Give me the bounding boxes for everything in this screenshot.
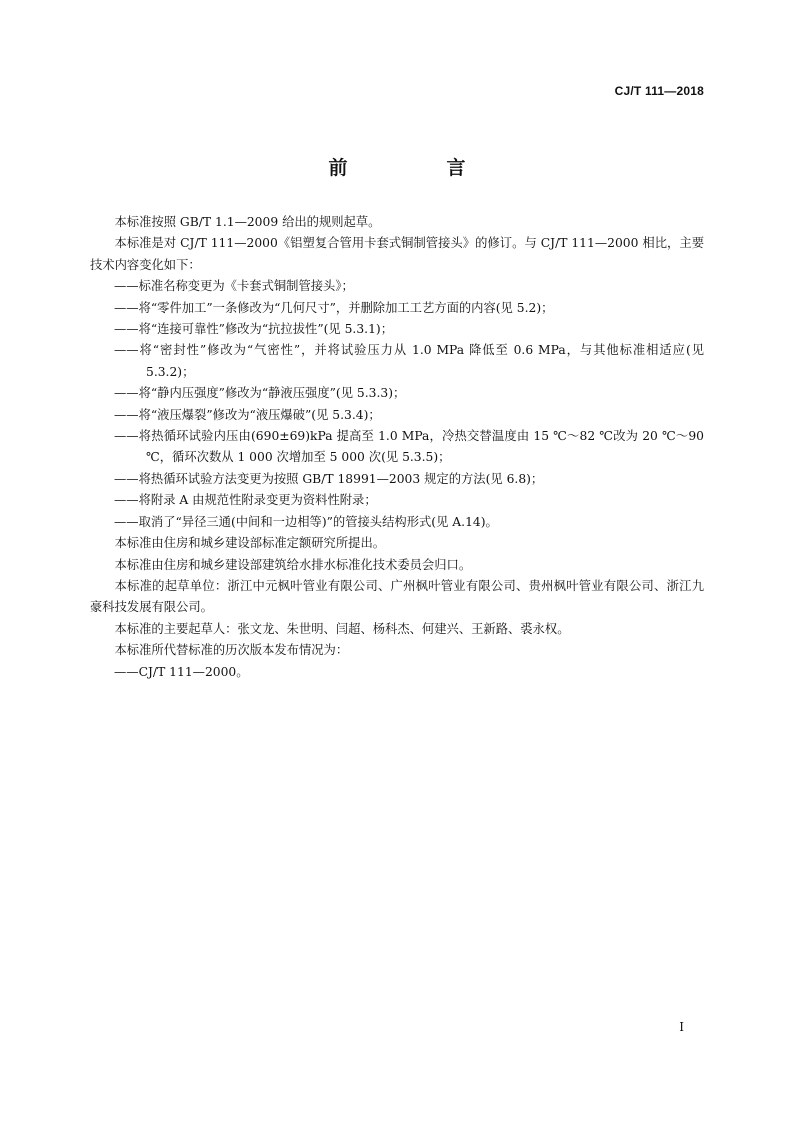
change-item: ——将附录 A 由规范性附录变更为资料性附录； bbox=[114, 493, 377, 508]
change-item: ——将“密封性”修改为“气密性”，并将试验压力从 1.0 MPa 降低至 0.6 MPa，与其他标准相适应(见 5.3.2)； bbox=[114, 343, 704, 379]
change-item: ——将“静内压强度”修改为“静液压强度”(见 5.3.3)； bbox=[114, 386, 406, 401]
paragraph: 本标准是对 CJ/T 111—2000《铝塑复合管用卡套式铜制管接头》的修订。与 CJ/T 111—2000 相比，主要技术内容变化如下： bbox=[90, 236, 704, 272]
change-item: ——将“连接可靠性”修改为“抗拉拔性”(见 5.3.1)； bbox=[114, 322, 393, 337]
page-number: I bbox=[679, 1020, 684, 1034]
change-item: ——标准名称变更为《卡套式铜制管接头》； bbox=[114, 279, 354, 294]
paragraph: 本标准按照 GB/T 1.1—2009 给出的规则起草。 bbox=[114, 215, 381, 229]
paragraph: 本标准所代替标准的历次版本发布情况为： bbox=[114, 643, 349, 658]
history-item: ——CJ/T 111—2000。 bbox=[114, 664, 249, 679]
paragraph: 本标准由住房和城乡建设部标准定额研究所提出。 bbox=[114, 536, 386, 551]
change-item: ——将热循环试验内压由(690±69)kPa 提高至 1.0 MPa，冷热交替温度由 15 ℃～82 ℃改为 20 ℃～90 ℃，循环次数从 1 000 次增加至 5 000 次(见 5.3.5)； bbox=[114, 429, 704, 465]
standard-code: CJ/T 111—2018 bbox=[614, 84, 704, 98]
paragraph: 本标准的主要起草人：张文龙、朱世明、闫超、杨科杰、何建兴、王新路、裘永权。 bbox=[114, 621, 570, 636]
change-item: ——取消了“异径三通(中间和一边相等)”的管接头结构形式(见 A.14)。 bbox=[114, 514, 498, 529]
change-item: ——将热循环试验方法变更为按照 GB/T 18991—2003 规定的方法(见 6.8)； bbox=[114, 471, 544, 486]
change-item: ——将“液压爆裂”修改为“液压爆破”(见 5.3.4)； bbox=[114, 407, 381, 422]
page-title: 前 言 bbox=[328, 157, 506, 179]
change-item: ——将“零件加工”一条修改为“几何尺寸”，并删除加工工艺方面的内容(见 5.2)； bbox=[114, 300, 554, 315]
paragraph: 本标准的起草单位：浙江中元枫叶管业有限公司、广州枫叶管业有限公司、贵州枫叶管业有限公司、浙江九豪科技发展有限公司。 bbox=[90, 578, 704, 615]
foreword-body bbox=[90, 212, 704, 683]
paragraph: 本标准由住房和城乡建设部建筑给水排水标准化技术委员会归口。 bbox=[114, 557, 472, 572]
